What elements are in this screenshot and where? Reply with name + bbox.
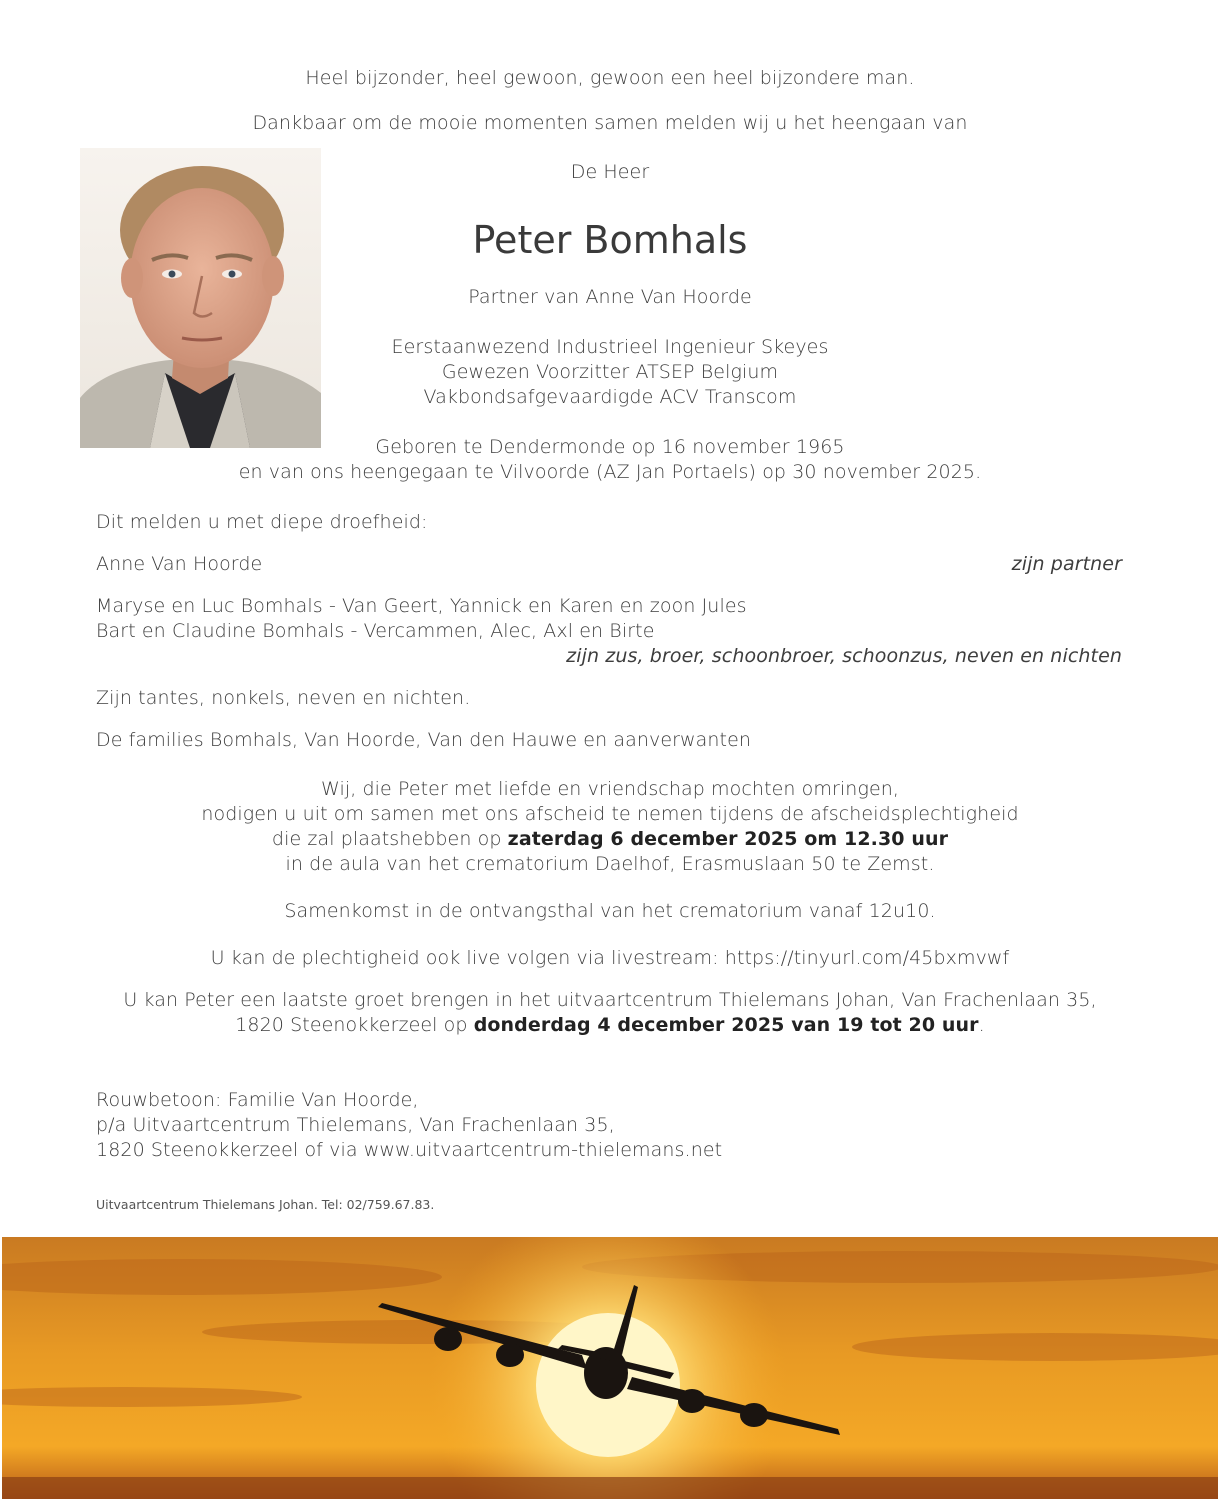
opening-line: Heel bijzonder, heel gewoon, gewoon een heel bijzondere man. xyxy=(305,67,915,89)
visit-line-1: U kan Peter een laatste groet brengen in het uitvaartcentrum Thielemans Johan, Van Frachenlaan 35, xyxy=(123,989,1097,1011)
visit-line-2 xyxy=(0,1013,1220,1038)
death-line: en van ons heengegaan te Vilvoorde (AZ Jan Portaels) op 30 november 2025. xyxy=(238,461,982,483)
ceremony-location: in de aula van het crematorium Daelhof, Erasmuslaan 50 te Zemst. xyxy=(285,853,935,875)
condolences-line-3: 1820 Steenokkerzeel of via www.uitvaartcentrum-thielemans.net xyxy=(96,1139,723,1161)
footer-contact: Uitvaartcentrum Thielemans Johan. Tel: 02/759.67.83. xyxy=(96,1197,435,1212)
ceremony-line-3 xyxy=(0,827,1220,852)
partner-role: zijn partner xyxy=(1011,553,1122,575)
birth-line: Geboren te Dendermonde op 16 november 1965 xyxy=(375,436,845,458)
role-3: Vakbondsafgevaardigde ACV Transcom xyxy=(423,386,797,408)
role-1: Eerstaanwezend Industrieel Ingenieur Skeyes xyxy=(391,336,829,358)
partner-name: Anne Van Hoorde xyxy=(96,553,263,575)
gathering-line: Samenkomst in de ontvangsthal van het crematorium vanaf 12u10. xyxy=(284,900,936,922)
livestream-line: U kan de plechtigheid ook live volgen via livestream: https://tinyurl.com/45bxmvwf xyxy=(210,947,1010,969)
siblings-role: zijn zus, broer, schoonbroer, schoonzus, neven en nichten xyxy=(566,645,1122,667)
ceremony-date: zaterdag 6 december 2025 om 12.30 uur xyxy=(507,828,949,850)
ceremony-date-prefix: die zal plaatshebben op xyxy=(271,828,508,850)
ceremony-line-1: Wij, die Peter met liefde en vriendschap mochten omringen, xyxy=(320,778,900,800)
families-line: De families Bomhals, Van Hoorde, Van den Hauwe en aanverwanten xyxy=(96,729,752,751)
visit-prefix: 1820 Steenokkerzeel op xyxy=(235,1014,474,1036)
honorific: De Heer xyxy=(570,161,650,183)
aunts-line: Zijn tantes, nonkels, neven en nichten. xyxy=(96,687,471,709)
sibling-2: Bart en Claudine Bomhals - Vercammen, Alec, Axl en Birte xyxy=(96,620,655,642)
condolences-line-1: Rouwbetoon: Familie Van Hoorde, xyxy=(96,1089,419,1111)
visit-date: donderdag 4 december 2025 van 19 tot 20 uur xyxy=(473,1014,979,1036)
role-2: Gewezen Voorzitter ATSEP Belgium xyxy=(441,361,779,383)
condolences-line-2: p/a Uitvaartcentrum Thielemans, Van Frachenlaan 35, xyxy=(96,1114,615,1136)
deceased-name: Peter Bomhals xyxy=(472,218,748,262)
visit-suffix: . xyxy=(978,1014,985,1036)
ceremony-line-2: nodigen u uit om samen met ons afscheid te nemen tijdens de afscheidsplechtigheid xyxy=(201,803,1019,825)
sibling-1: Maryse en Luc Bomhals - Van Geert, Yannick en Karen en zoon Jules xyxy=(96,595,747,617)
sunset-airplane-image xyxy=(2,1237,1218,1499)
partner-line: Partner van Anne Van Hoorde xyxy=(468,286,752,308)
announcers-intro: Dit melden u met diepe droefheid: xyxy=(96,511,428,533)
announcement-line: Dankbaar om de mooie momenten samen melden wij u het heengaan van xyxy=(252,112,968,134)
